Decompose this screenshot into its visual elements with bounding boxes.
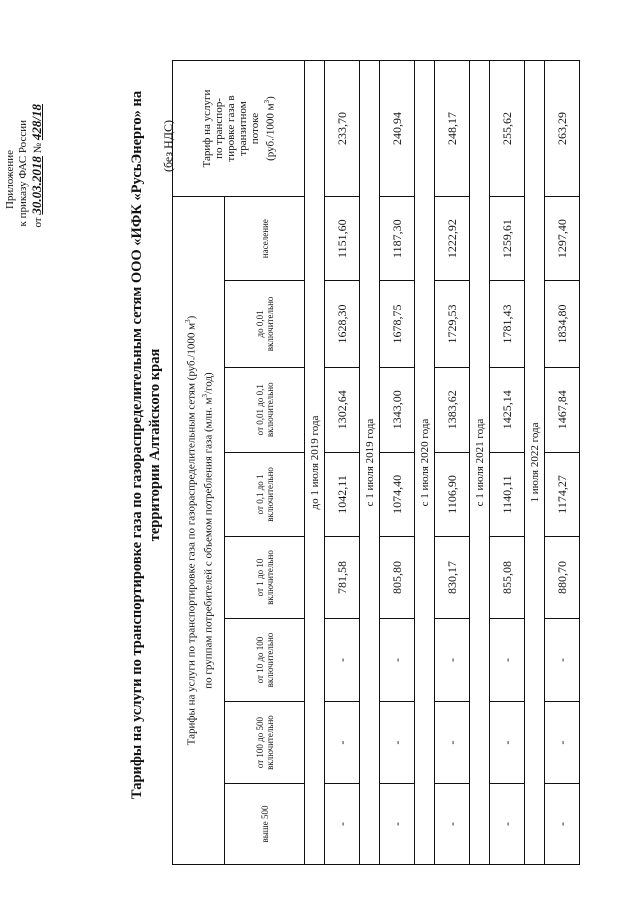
- period-row: с 1 июля 2019 года: [360, 61, 380, 865]
- table-cell: 1302,64: [325, 367, 360, 452]
- table-cell: 1151,60: [325, 197, 360, 281]
- table-cell: 1187,30: [380, 197, 415, 281]
- col-header-8: население: [225, 197, 305, 281]
- table-cell: -: [435, 702, 470, 784]
- table-cell: -: [380, 619, 415, 702]
- table-cell: 855,08: [490, 537, 525, 619]
- table-row: [545, 61, 580, 865]
- close-paren: ): [185, 315, 198, 320]
- table-cell: -: [325, 702, 360, 784]
- close-paren: ): [264, 96, 277, 100]
- from-prefix: от: [32, 217, 44, 228]
- table-cell: 1383,62: [435, 367, 470, 452]
- title-line-1: Тарифы на услуги по транспортировке газа по газораспределительным сетям ООО «ИФК «РусьЭнерго» на: [129, 90, 145, 800]
- col-header-7: до 0,01 включительно: [225, 281, 305, 367]
- period-row: до 1 июля 2019 года: [305, 61, 325, 865]
- table-row: [380, 61, 415, 865]
- table-cell: 1678,75: [380, 281, 415, 367]
- table-cell: 1074,40: [380, 452, 415, 536]
- transit-header-l4: транзитном: [236, 101, 249, 156]
- table-cell: 805,80: [380, 537, 415, 619]
- col-header-3: от 10 до 100 включительно: [225, 619, 305, 702]
- transit-header-l2: по транспор-: [212, 98, 225, 159]
- table-cell: 1834,80: [545, 281, 580, 367]
- col-header-5: от 0,1 до 1 включительно: [225, 452, 305, 536]
- table-row: [325, 61, 360, 865]
- table-cell: -: [490, 619, 525, 702]
- handwritten-date: 30.03.2018: [29, 156, 44, 215]
- period-row: с 1 июля 2021 года: [470, 61, 490, 865]
- table-cell: 1425,14: [490, 367, 525, 452]
- handwritten-number: 428/18: [29, 104, 44, 141]
- table-cell: 240,94: [380, 61, 415, 197]
- table-cell: 1297,40: [545, 197, 580, 281]
- table-cell: 781,58: [325, 537, 360, 619]
- table-cell: -: [490, 784, 525, 865]
- sup-3: 3: [183, 319, 192, 323]
- table-cell: 1042,11: [325, 452, 360, 536]
- table-cell: -: [435, 784, 470, 865]
- table-cell: -: [380, 702, 415, 784]
- table-cell: -: [545, 619, 580, 702]
- table-row: [435, 61, 470, 865]
- table-cell: 233,70: [325, 61, 360, 197]
- table-row: [490, 61, 525, 865]
- period-row: с 1 июля 2020 года: [415, 61, 435, 865]
- sup-3: 3: [200, 394, 209, 398]
- table-cell: -: [325, 619, 360, 702]
- transit-header-l1: Тариф на услуги: [200, 89, 213, 168]
- table-cell: -: [545, 784, 580, 865]
- group-header-line-2: по группам потребителей с объемом потребления газа (млн. м: [202, 397, 215, 689]
- table-cell: -: [490, 702, 525, 784]
- order-date-number: [31, 104, 44, 228]
- table-cell: 1259,61: [490, 197, 525, 281]
- table-cell: 255,62: [490, 61, 525, 197]
- appendix-label: Приложение: [4, 150, 16, 210]
- table-cell: -: [435, 619, 470, 702]
- transit-header-l5: потоке: [248, 112, 261, 145]
- tariff-table: [172, 60, 580, 865]
- document-title: [128, 45, 164, 845]
- col-header-4: от 1 до 10 включительно: [225, 537, 305, 619]
- table-cell: 830,17: [435, 537, 470, 619]
- period-row: 1 июля 2022 года: [525, 61, 545, 865]
- table-cell: 1781,43: [490, 281, 525, 367]
- col-header-1: выше 500: [225, 784, 305, 865]
- col-header-6: от 0,01 до 0,1 включительно: [225, 367, 305, 452]
- table-cell: -: [325, 784, 360, 865]
- table-cell: 1628,30: [325, 281, 360, 367]
- table-cell: -: [380, 784, 415, 865]
- table-cell: 1467,84: [545, 367, 580, 452]
- table-cell: 1729,53: [435, 281, 470, 367]
- table-cell: 1106,90: [435, 452, 470, 536]
- table-cell: 1174,27: [545, 452, 580, 536]
- table-cell: 248,17: [435, 61, 470, 197]
- group-header-line-2-end: /год): [202, 372, 215, 395]
- transit-header-l6: (руб./1000 м: [264, 103, 277, 161]
- table-cell: 263,29: [545, 61, 580, 197]
- group-header: [173, 197, 225, 865]
- table-cell: -: [545, 702, 580, 784]
- transit-tariff-header: [173, 61, 305, 197]
- order-reference: к приказу ФАС России: [17, 120, 29, 227]
- table-cell: 1343,00: [380, 367, 415, 452]
- title-line-2: территории Алтайского края: [147, 348, 163, 542]
- table-cell: 1140,11: [490, 452, 525, 536]
- group-header-line-1: Тарифы на услуги по транспортировке газа по газораспределительным сетям (руб./1000 м: [185, 322, 198, 746]
- vat-note: (без НДС): [161, 120, 175, 173]
- transit-header-l3: тировке газа в: [224, 95, 237, 162]
- table-cell: 880,70: [545, 537, 580, 619]
- table-cell: 1222,92: [435, 197, 470, 281]
- col-header-2: от 100 до 500 включительно: [225, 702, 305, 784]
- number-sign: №: [32, 142, 44, 154]
- sup-3: 3: [262, 99, 271, 104]
